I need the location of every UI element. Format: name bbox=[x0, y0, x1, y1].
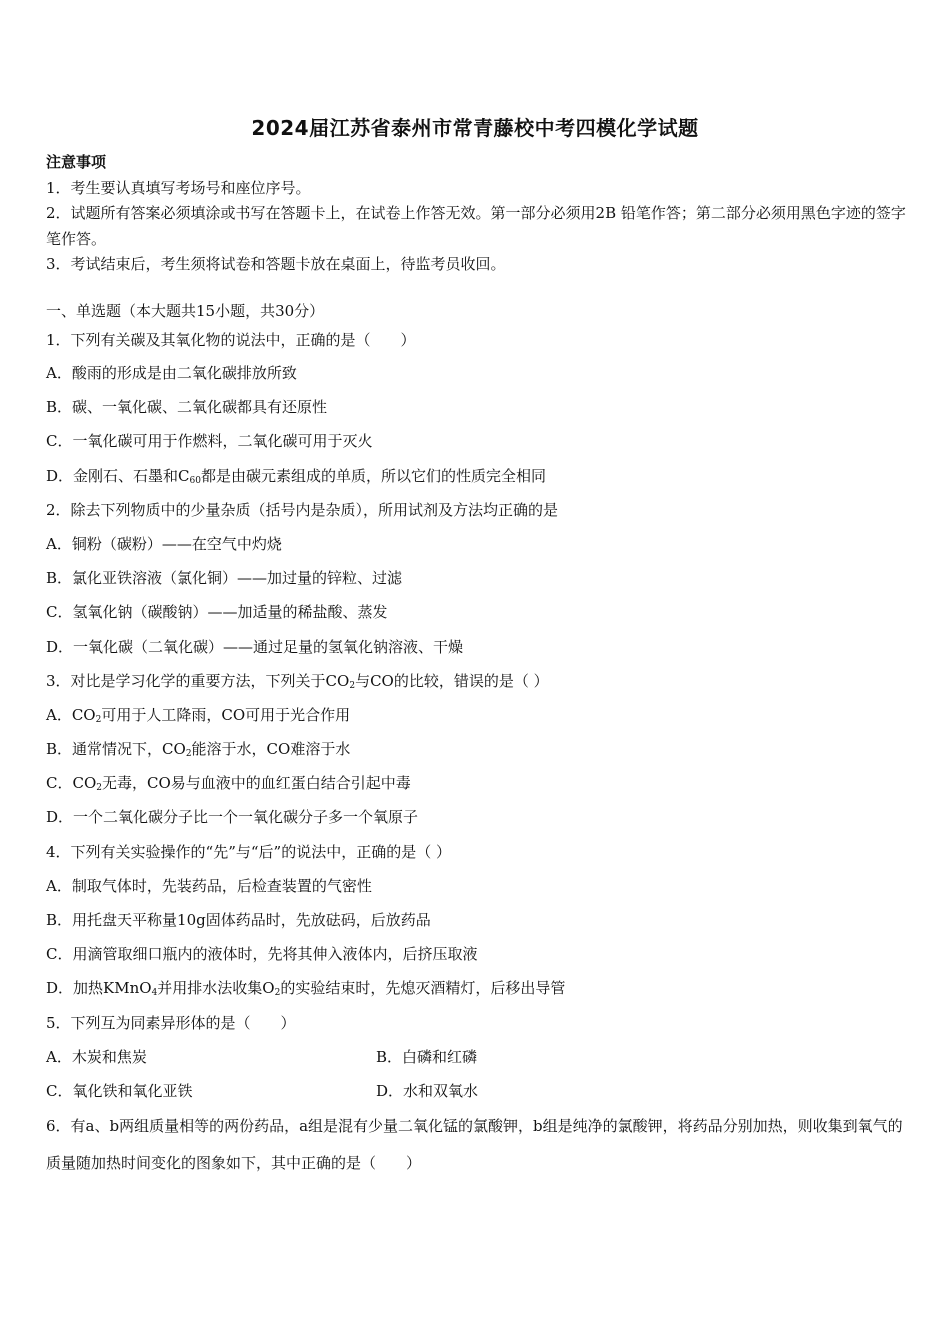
question-stem: 3．对比是学习化学的重要方法，下列关于$CO_2$与CO的比较，错误的是（ ） bbox=[46, 671, 549, 691]
option-c: C．一氧化碳可用于作燃料，二氧化碳可用于灭火 bbox=[46, 432, 373, 451]
notice-item: 1．考生要认真填写考场号和座位序号。 bbox=[46, 178, 311, 197]
option-a: A．木炭和焦炭 bbox=[46, 1047, 147, 1066]
option-d: D．一氧化碳（二氧化碳）——通过足量的氢氧化钠溶液、干燥 bbox=[46, 637, 464, 656]
option-b: B．白磷和红磷 bbox=[376, 1047, 478, 1066]
question-stem: 1．下列有关碳及其氧化物的说法中，正确的是（ ） bbox=[46, 331, 416, 349]
question-1 bbox=[46, 325, 906, 493]
option-d: D．一个二氧化碳分子比一个一氧化碳分子多一个氧原子 bbox=[46, 808, 419, 827]
notice-block bbox=[46, 150, 906, 278]
option-d: D．金刚石、石墨和$C_{60}$都是由碳元素组成的单质，所以它们的性质完全相同 bbox=[46, 466, 546, 486]
option-c: C．氧化铁和氧化亚铁 bbox=[46, 1081, 193, 1100]
option-a: A．酸雨的形成是由二氧化碳排放所致 bbox=[46, 364, 297, 382]
notice-item: 3．考试结束后，考生须将试卷和答题卡放在桌面上，待监考员收回。 bbox=[46, 255, 506, 273]
notice-item: 2．试题所有答案必须填涂或书写在答题卡上，在试卷上作答无效。第一部分必须用2B 铅笔作答；第二部分必须用黑色字迹的签字笔作答。 bbox=[46, 204, 906, 248]
question-4 bbox=[46, 835, 906, 1006]
option-a: A．制取气体时，先装药品，后检查装置的气密性 bbox=[46, 876, 372, 895]
question-stem: 4．下列有关实验操作的“先”与“后”的说法中，正确的是（ ） bbox=[46, 842, 451, 861]
page-title: 2024届江苏省泰州市常青藤校中考四模化学试题 bbox=[251, 116, 699, 140]
question-stem: 2．除去下列物质中的少量杂质（括号内是杂质），所用试剂及方法均正确的是 bbox=[46, 500, 559, 519]
option-a: A．$CO_2$可用于人工降雨，CO可用于光合作用 bbox=[46, 705, 351, 725]
option-a: A．铜粉（碳粉）——在空气中灼烧 bbox=[46, 534, 282, 553]
single-choice-section bbox=[46, 298, 906, 1182]
notice-heading: 注意事项 bbox=[46, 153, 107, 171]
question-5 bbox=[46, 1006, 906, 1109]
question-2 bbox=[46, 493, 906, 664]
option-row bbox=[46, 1040, 906, 1074]
option-b: B．用托盘天平称量10g固体药品时，先放砝码，后放药品 bbox=[46, 911, 431, 929]
question-stem: 5．下列互为同素异形体的是（ ） bbox=[46, 1013, 296, 1032]
option-row bbox=[46, 1074, 906, 1108]
option-c: C．用滴管取细口瓶内的液体时，先将其伸入液体内，后挤压取液 bbox=[46, 945, 478, 964]
question-3 bbox=[46, 664, 906, 835]
option-c: C．氢氧化钠（碳酸钠）——加适量的稀盐酸、蒸发 bbox=[46, 603, 388, 622]
question-6 bbox=[46, 1108, 906, 1182]
option-d: D．水和双氧水 bbox=[376, 1081, 479, 1100]
section-title: 一、单选题（本大题共15小题，共30分） bbox=[46, 302, 325, 320]
question-stem: 6．有a、b两组质量相等的两份药品，a组是混有少量二氧化锰的氯酸钾，b组是纯净的氯酸钾，将药品分别加热，则收集到氧气的质量随加热时间变化的图象如下，其中正确的是（ ） bbox=[46, 1117, 903, 1173]
option-b: B．氯化亚铁溶液（氯化铜）——加过量的锌粒、过滤 bbox=[46, 569, 403, 588]
option-d: D．加热KMnO$_4$并用排水法收集$O_2$的实验结束时，先熄灭酒精灯，后移出导管 bbox=[46, 979, 566, 999]
option-b: B．碳、一氧化碳、二氧化碳都具有还原性 bbox=[46, 398, 328, 417]
option-c: C．$CO_2$无毒，CO易与血液中的血红蛋白结合引起中毒 bbox=[46, 774, 411, 794]
option-b: B．通常情况下，$CO_2$能溶于水，CO难溶于水 bbox=[46, 740, 351, 760]
